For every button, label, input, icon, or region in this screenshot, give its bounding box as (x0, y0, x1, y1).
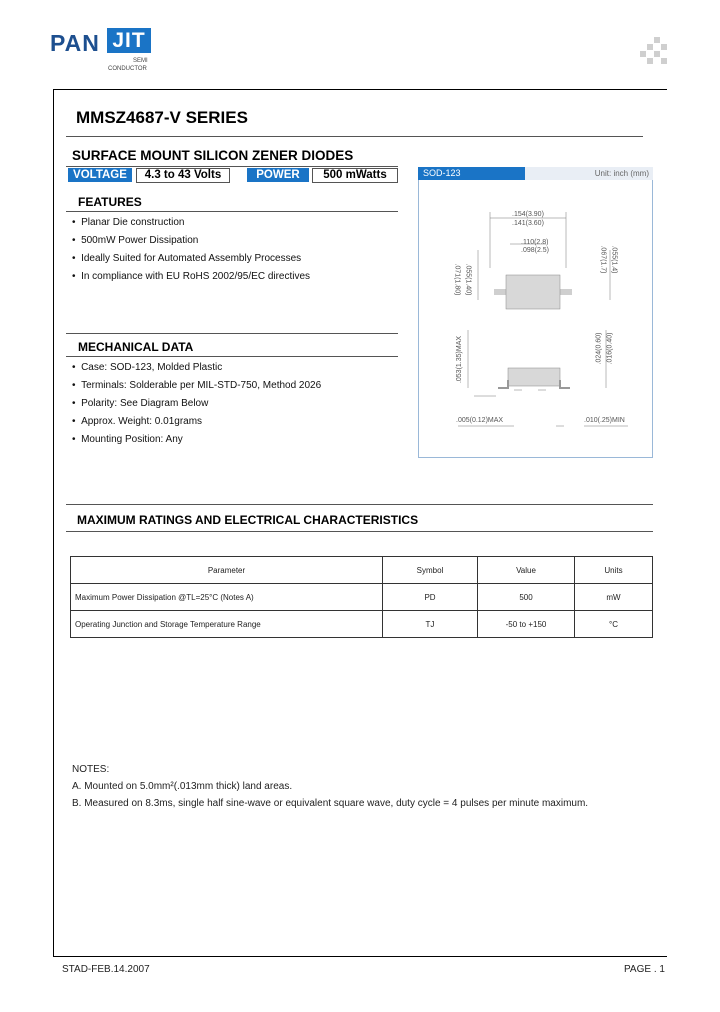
power-tag: POWER (247, 168, 309, 182)
cell-units: mW (575, 584, 653, 611)
dim-left-height: .071(1.80) (453, 263, 461, 296)
table-row (71, 584, 653, 611)
dim-lead-len: .010(.25)MIN (584, 417, 625, 424)
features-rule (66, 211, 398, 212)
ratings-top-rule (66, 504, 653, 505)
feature-item: • In compliance with EU RoHS 2002/95/EC directives (72, 271, 311, 282)
ratings-table (70, 556, 653, 638)
col-symbol: Symbol (383, 557, 478, 584)
cell-parameter: Maximum Power Dissipation @TL=25°C (Notes A) (71, 584, 383, 611)
ratings-rule (66, 531, 653, 532)
cell-symbol: PD (383, 584, 478, 611)
subtitle: SURFACE MOUNT SILICON ZENER DIODES (72, 148, 354, 163)
mechanical-rule (66, 356, 398, 357)
cell-value: 500 (478, 584, 575, 611)
note-item: A. Mounted on 5.0mm²(.013mm thick) land areas. (72, 781, 293, 792)
dim-top-width: .154(3.90) (512, 211, 544, 218)
voltage-value: 4.3 to 43 Volts (136, 168, 230, 183)
col-parameter: Parameter (71, 557, 383, 584)
mechanical-item: • Polarity: See Diagram Below (72, 398, 209, 409)
logo-conductor: CONDUCTOR (108, 66, 147, 72)
dim-body-width: .110(2.8) (521, 239, 549, 246)
note-item: B. Measured on 8.3ms, single half sine-wave or equivalent square wave, duty cycle = 4 pulses per minute maximum. (72, 798, 589, 809)
mechanical-item: • Case: SOD-123, Molded Plastic (72, 362, 223, 373)
col-value: Value (478, 557, 575, 584)
mechanical-item: • Approx. Weight: 0.01grams (72, 416, 203, 427)
dim-side-height: .053(1.35)MAX (456, 335, 464, 384)
table-header-row (71, 557, 653, 584)
dim-lead-thick: .005(0.12)MAX (456, 417, 504, 424)
logo-jit: JIT (107, 28, 151, 53)
frame-bottom (53, 956, 667, 957)
mechanical-top-rule (66, 333, 398, 334)
table-row (71, 611, 653, 638)
mechanical-heading: MECHANICAL DATA (78, 340, 194, 354)
frame-left (53, 89, 54, 957)
power-value: 500 mWatts (312, 168, 398, 183)
cell-parameter: Operating Junction and Storage Temperature Range (71, 611, 383, 638)
package-unit: Unit: inch (mm) (525, 167, 653, 180)
logo-semi: SEMI (133, 58, 148, 64)
mechanical-item: • Terminals: Solderable per MIL-STD-750, Method 2026 (72, 380, 322, 391)
series-title: MMSZ4687-V SERIES (76, 108, 248, 127)
voltage-tag: VOLTAGE (68, 168, 132, 182)
frame-top (53, 89, 667, 90)
dim-right-height-min: .055(1.4) (610, 245, 618, 274)
title-rule (66, 136, 643, 137)
notes-heading: NOTES: (72, 764, 110, 775)
feature-item: • Planar Die construction (72, 217, 185, 228)
subtitle-rule (66, 166, 398, 167)
feature-item: • Ideally Suited for Automated Assembly Processes (72, 253, 302, 264)
dim-side-height-right-min: .016(0.40) (606, 332, 614, 365)
package-name: SOD-123 (418, 167, 525, 180)
dim-top-width-min: .141(3.60) (512, 220, 544, 227)
dim-body-width-min: .098(2.5) (521, 247, 550, 254)
dim-left-height-min: .055(1.40) (464, 263, 472, 296)
footer-date: STAD-FEB.14.2007 (62, 964, 150, 975)
mechanical-item: • Mounting Position: Any (72, 434, 183, 445)
col-units: Units (575, 557, 653, 584)
feature-item: • 500mW Power Dissipation (72, 235, 199, 246)
dim-side-height-right: .024(0.60) (595, 332, 603, 365)
logo-pan: PAN (50, 30, 100, 56)
cell-value: -50 to +150 (478, 611, 575, 638)
cell-units: °C (575, 611, 653, 638)
features-heading: FEATURES (78, 195, 142, 209)
cell-symbol: TJ (383, 611, 478, 638)
footer-page: PAGE . 1 (624, 964, 665, 975)
dim-right-height: .067(1.7) (599, 245, 607, 274)
ratings-heading: MAXIMUM RATINGS AND ELECTRICAL CHARACTERISTICS (77, 513, 419, 527)
